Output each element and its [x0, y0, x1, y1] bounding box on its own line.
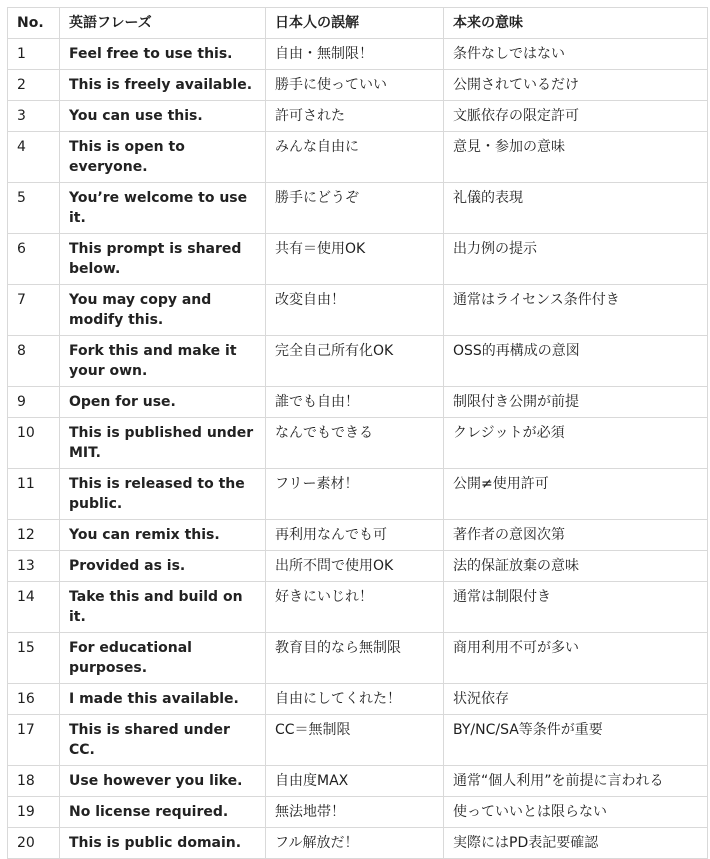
cell-meaning: 通常はライセンス条件付き — [444, 285, 708, 336]
cell-meaning: BY/NC/SA等条件が重要 — [444, 715, 708, 766]
cell-phrase: For educational purposes. — [60, 633, 266, 684]
cell-no: 10 — [8, 418, 60, 469]
cell-no: 20 — [8, 828, 60, 859]
table-row — [8, 285, 708, 336]
cell-phrase: Feel free to use this. — [60, 39, 266, 70]
cell-misunderstanding: 再利用なんでも可 — [266, 520, 444, 551]
table-body — [8, 39, 708, 859]
phrase-table — [7, 7, 708, 859]
cell-no: 14 — [8, 582, 60, 633]
cell-meaning: OSS的再構成の意図 — [444, 336, 708, 387]
cell-meaning: 出力例の提示 — [444, 234, 708, 285]
cell-meaning: 商用利用不可が多い — [444, 633, 708, 684]
cell-meaning: 意見・参加の意味 — [444, 132, 708, 183]
cell-no: 2 — [8, 70, 60, 101]
cell-phrase: This is published under MIT. — [60, 418, 266, 469]
table-row — [8, 520, 708, 551]
cell-misunderstanding: 出所不問で使用OK — [266, 551, 444, 582]
cell-meaning: 制限付き公開が前提 — [444, 387, 708, 418]
table-row — [8, 39, 708, 70]
cell-phrase: You can remix this. — [60, 520, 266, 551]
table-row — [8, 469, 708, 520]
cell-misunderstanding: 自由にしてくれた！ — [266, 684, 444, 715]
cell-misunderstanding: 勝手に使っていい — [266, 70, 444, 101]
cell-meaning: 礼儀的表現 — [444, 183, 708, 234]
cell-misunderstanding: 好きにいじれ！ — [266, 582, 444, 633]
cell-no: 19 — [8, 797, 60, 828]
cell-phrase: You’re welcome to use it. — [60, 183, 266, 234]
cell-meaning: 通常“個人利用”を前提に言われる — [444, 766, 708, 797]
cell-misunderstanding: 改変自由！ — [266, 285, 444, 336]
cell-phrase: Open for use. — [60, 387, 266, 418]
cell-no: 3 — [8, 101, 60, 132]
cell-no: 12 — [8, 520, 60, 551]
cell-phrase: Provided as is. — [60, 551, 266, 582]
table-row — [8, 715, 708, 766]
cell-misunderstanding: フリー素材！ — [266, 469, 444, 520]
cell-meaning: クレジットが必須 — [444, 418, 708, 469]
cell-misunderstanding: なんでもできる — [266, 418, 444, 469]
cell-no: 16 — [8, 684, 60, 715]
cell-phrase: You may copy and modify this. — [60, 285, 266, 336]
cell-no: 9 — [8, 387, 60, 418]
cell-phrase: This is open to everyone. — [60, 132, 266, 183]
cell-phrase: You can use this. — [60, 101, 266, 132]
cell-no: 11 — [8, 469, 60, 520]
cell-phrase: This prompt is shared below. — [60, 234, 266, 285]
table-row — [8, 633, 708, 684]
cell-phrase: This is freely available. — [60, 70, 266, 101]
table-row — [8, 387, 708, 418]
table-row — [8, 684, 708, 715]
cell-phrase: This is shared under CC. — [60, 715, 266, 766]
table-row — [8, 70, 708, 101]
cell-meaning: 文脈依存の限定許可 — [444, 101, 708, 132]
cell-meaning: 法的保証放棄の意味 — [444, 551, 708, 582]
cell-phrase: I made this available. — [60, 684, 266, 715]
cell-misunderstanding: 許可された — [266, 101, 444, 132]
cell-phrase: Take this and build on it. — [60, 582, 266, 633]
table-row — [8, 582, 708, 633]
header-no: No. — [8, 8, 60, 39]
cell-misunderstanding: 共有＝使用OK — [266, 234, 444, 285]
header-phrase: 英語フレーズ — [60, 8, 266, 39]
cell-phrase: Use however you like. — [60, 766, 266, 797]
table-row — [8, 101, 708, 132]
cell-phrase: No license required. — [60, 797, 266, 828]
header-row — [8, 8, 708, 39]
cell-phrase: This is released to the public. — [60, 469, 266, 520]
cell-no: 7 — [8, 285, 60, 336]
cell-misunderstanding: フル解放だ！ — [266, 828, 444, 859]
cell-no: 8 — [8, 336, 60, 387]
table-row — [8, 418, 708, 469]
cell-no: 6 — [8, 234, 60, 285]
cell-misunderstanding: 完全自己所有化OK — [266, 336, 444, 387]
cell-no: 4 — [8, 132, 60, 183]
cell-no: 13 — [8, 551, 60, 582]
cell-phrase: This is public domain. — [60, 828, 266, 859]
cell-misunderstanding: 誰でも自由！ — [266, 387, 444, 418]
header-misunderstanding: 日本人の誤解 — [266, 8, 444, 39]
table-row — [8, 336, 708, 387]
cell-misunderstanding: CC＝無制限 — [266, 715, 444, 766]
cell-misunderstanding: 勝手にどうぞ — [266, 183, 444, 234]
cell-meaning: 実際にはPD表記要確認 — [444, 828, 708, 859]
cell-meaning: 通常は制限付き — [444, 582, 708, 633]
cell-meaning: 公開されているだけ — [444, 70, 708, 101]
cell-meaning: 状況依存 — [444, 684, 708, 715]
cell-misunderstanding: みんな自由に — [266, 132, 444, 183]
cell-misunderstanding: 教育目的なら無制限 — [266, 633, 444, 684]
cell-misunderstanding: 自由・無制限！ — [266, 39, 444, 70]
cell-no: 15 — [8, 633, 60, 684]
cell-no: 1 — [8, 39, 60, 70]
table-row — [8, 183, 708, 234]
cell-no: 17 — [8, 715, 60, 766]
header-meaning: 本来の意味 — [444, 8, 708, 39]
cell-no: 18 — [8, 766, 60, 797]
table-row — [8, 797, 708, 828]
table-row — [8, 234, 708, 285]
cell-meaning: 著作者の意図次第 — [444, 520, 708, 551]
table-row — [8, 551, 708, 582]
cell-misunderstanding: 無法地帯！ — [266, 797, 444, 828]
table-row — [8, 766, 708, 797]
cell-meaning: 使っていいとは限らない — [444, 797, 708, 828]
cell-misunderstanding: 自由度MAX — [266, 766, 444, 797]
cell-meaning: 公開≠使用許可 — [444, 469, 708, 520]
cell-no: 5 — [8, 183, 60, 234]
cell-meaning: 条件なしではない — [444, 39, 708, 70]
table-row — [8, 828, 708, 859]
cell-phrase: Fork this and make it your own. — [60, 336, 266, 387]
table-row — [8, 132, 708, 183]
